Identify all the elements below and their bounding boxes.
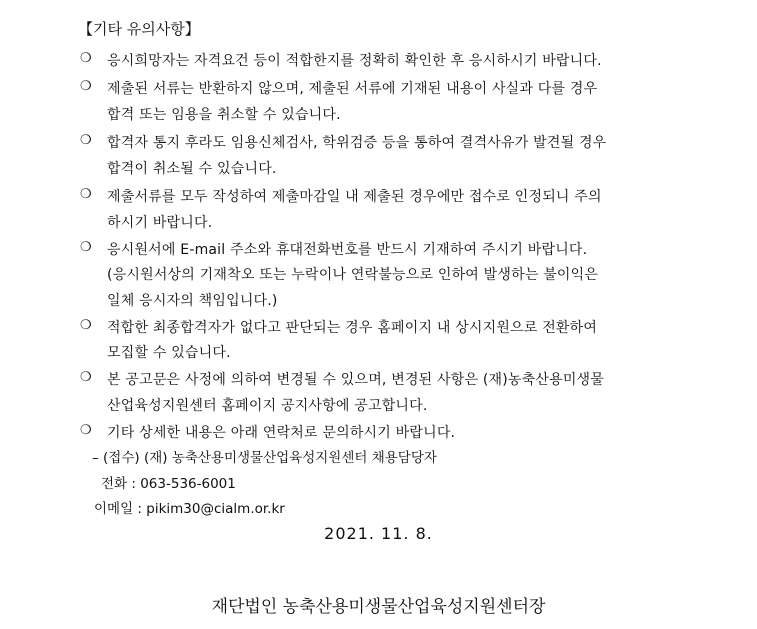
- contact-phone: 전화 : 063-536-6001: [101, 476, 236, 492]
- notice-line: (응시원서상의 기재착오 또는 누락이나 연락불능으로 인하여 발생하는 불이익은: [107, 267, 599, 283]
- section-title: 【기타 유의사항】: [78, 20, 200, 38]
- notice-line: 일체 응시자의 책임입니다.): [107, 293, 278, 309]
- bullet-circle-icon: ❍: [80, 79, 92, 94]
- organization-head: 재단법인 농축산용미생물산업육성지원센터장: [211, 597, 546, 617]
- notice-line: 산업육성지원센터 홈페이지 공지사항에 공고합니다.: [107, 398, 428, 414]
- bullet-circle-icon: ❍: [80, 187, 92, 202]
- notice-line: 제출서류를 모두 작성하여 제출마감일 내 제출된 경우에만 접수로 인정되니 주의: [107, 189, 602, 205]
- notice-line: 합격 또는 임용을 취소할 수 있습니다.: [107, 107, 341, 123]
- notice-line: 응시희망자는 자격요건 등이 적합한지를 정확히 확인한 후 응시하시기 바랍니다.: [107, 53, 602, 69]
- notice-line: 모집할 수 있습니다.: [107, 345, 231, 361]
- bullet-circle-icon: ❍: [80, 423, 92, 438]
- contact-email: 이메일 : pikim30@cialm.or.kr: [94, 501, 285, 517]
- announcement-date: 2021. 11. 8.: [324, 524, 433, 543]
- notice-line: 적합한 최종합격자가 없다고 판단되는 경우 홈페이지 내 상시지원으로 전환하여: [107, 320, 598, 336]
- notice-line: 제출된 서류는 반환하지 않으며, 제출된 서류에 기재된 내용이 사실과 다를 경우: [107, 81, 598, 97]
- bullet-circle-icon: ❍: [80, 318, 92, 333]
- bullet-circle-icon: ❍: [80, 51, 92, 66]
- bullet-circle-icon: ❍: [80, 133, 92, 148]
- notice-line: 하시기 바랍니다.: [107, 215, 213, 231]
- bullet-circle-icon: ❍: [80, 240, 92, 255]
- notice-line: 합격자 통지 후라도 임용신체검사, 학위검증 등을 통하여 결격사유가 발견될 경우: [107, 135, 607, 151]
- notice-line: 기타 상세한 내용은 아래 연락처로 문의하시기 바랍니다.: [107, 425, 456, 441]
- notice-line: 응시원서에 E-mail 주소와 휴대전화번호를 반드시 기재하여 주시기 바랍니다.: [107, 242, 588, 258]
- bullet-circle-icon: ❍: [80, 370, 92, 385]
- notice-line: 본 공고문은 사정에 의하여 변경될 수 있으며, 변경된 사항은 (재)농축산용미생물: [107, 372, 604, 388]
- notice-line: 합격이 취소될 수 있습니다.: [107, 161, 277, 177]
- contact-department: – (접수) (재) 농축산용미생물산업육성지원센터 채용담당자: [92, 450, 437, 466]
